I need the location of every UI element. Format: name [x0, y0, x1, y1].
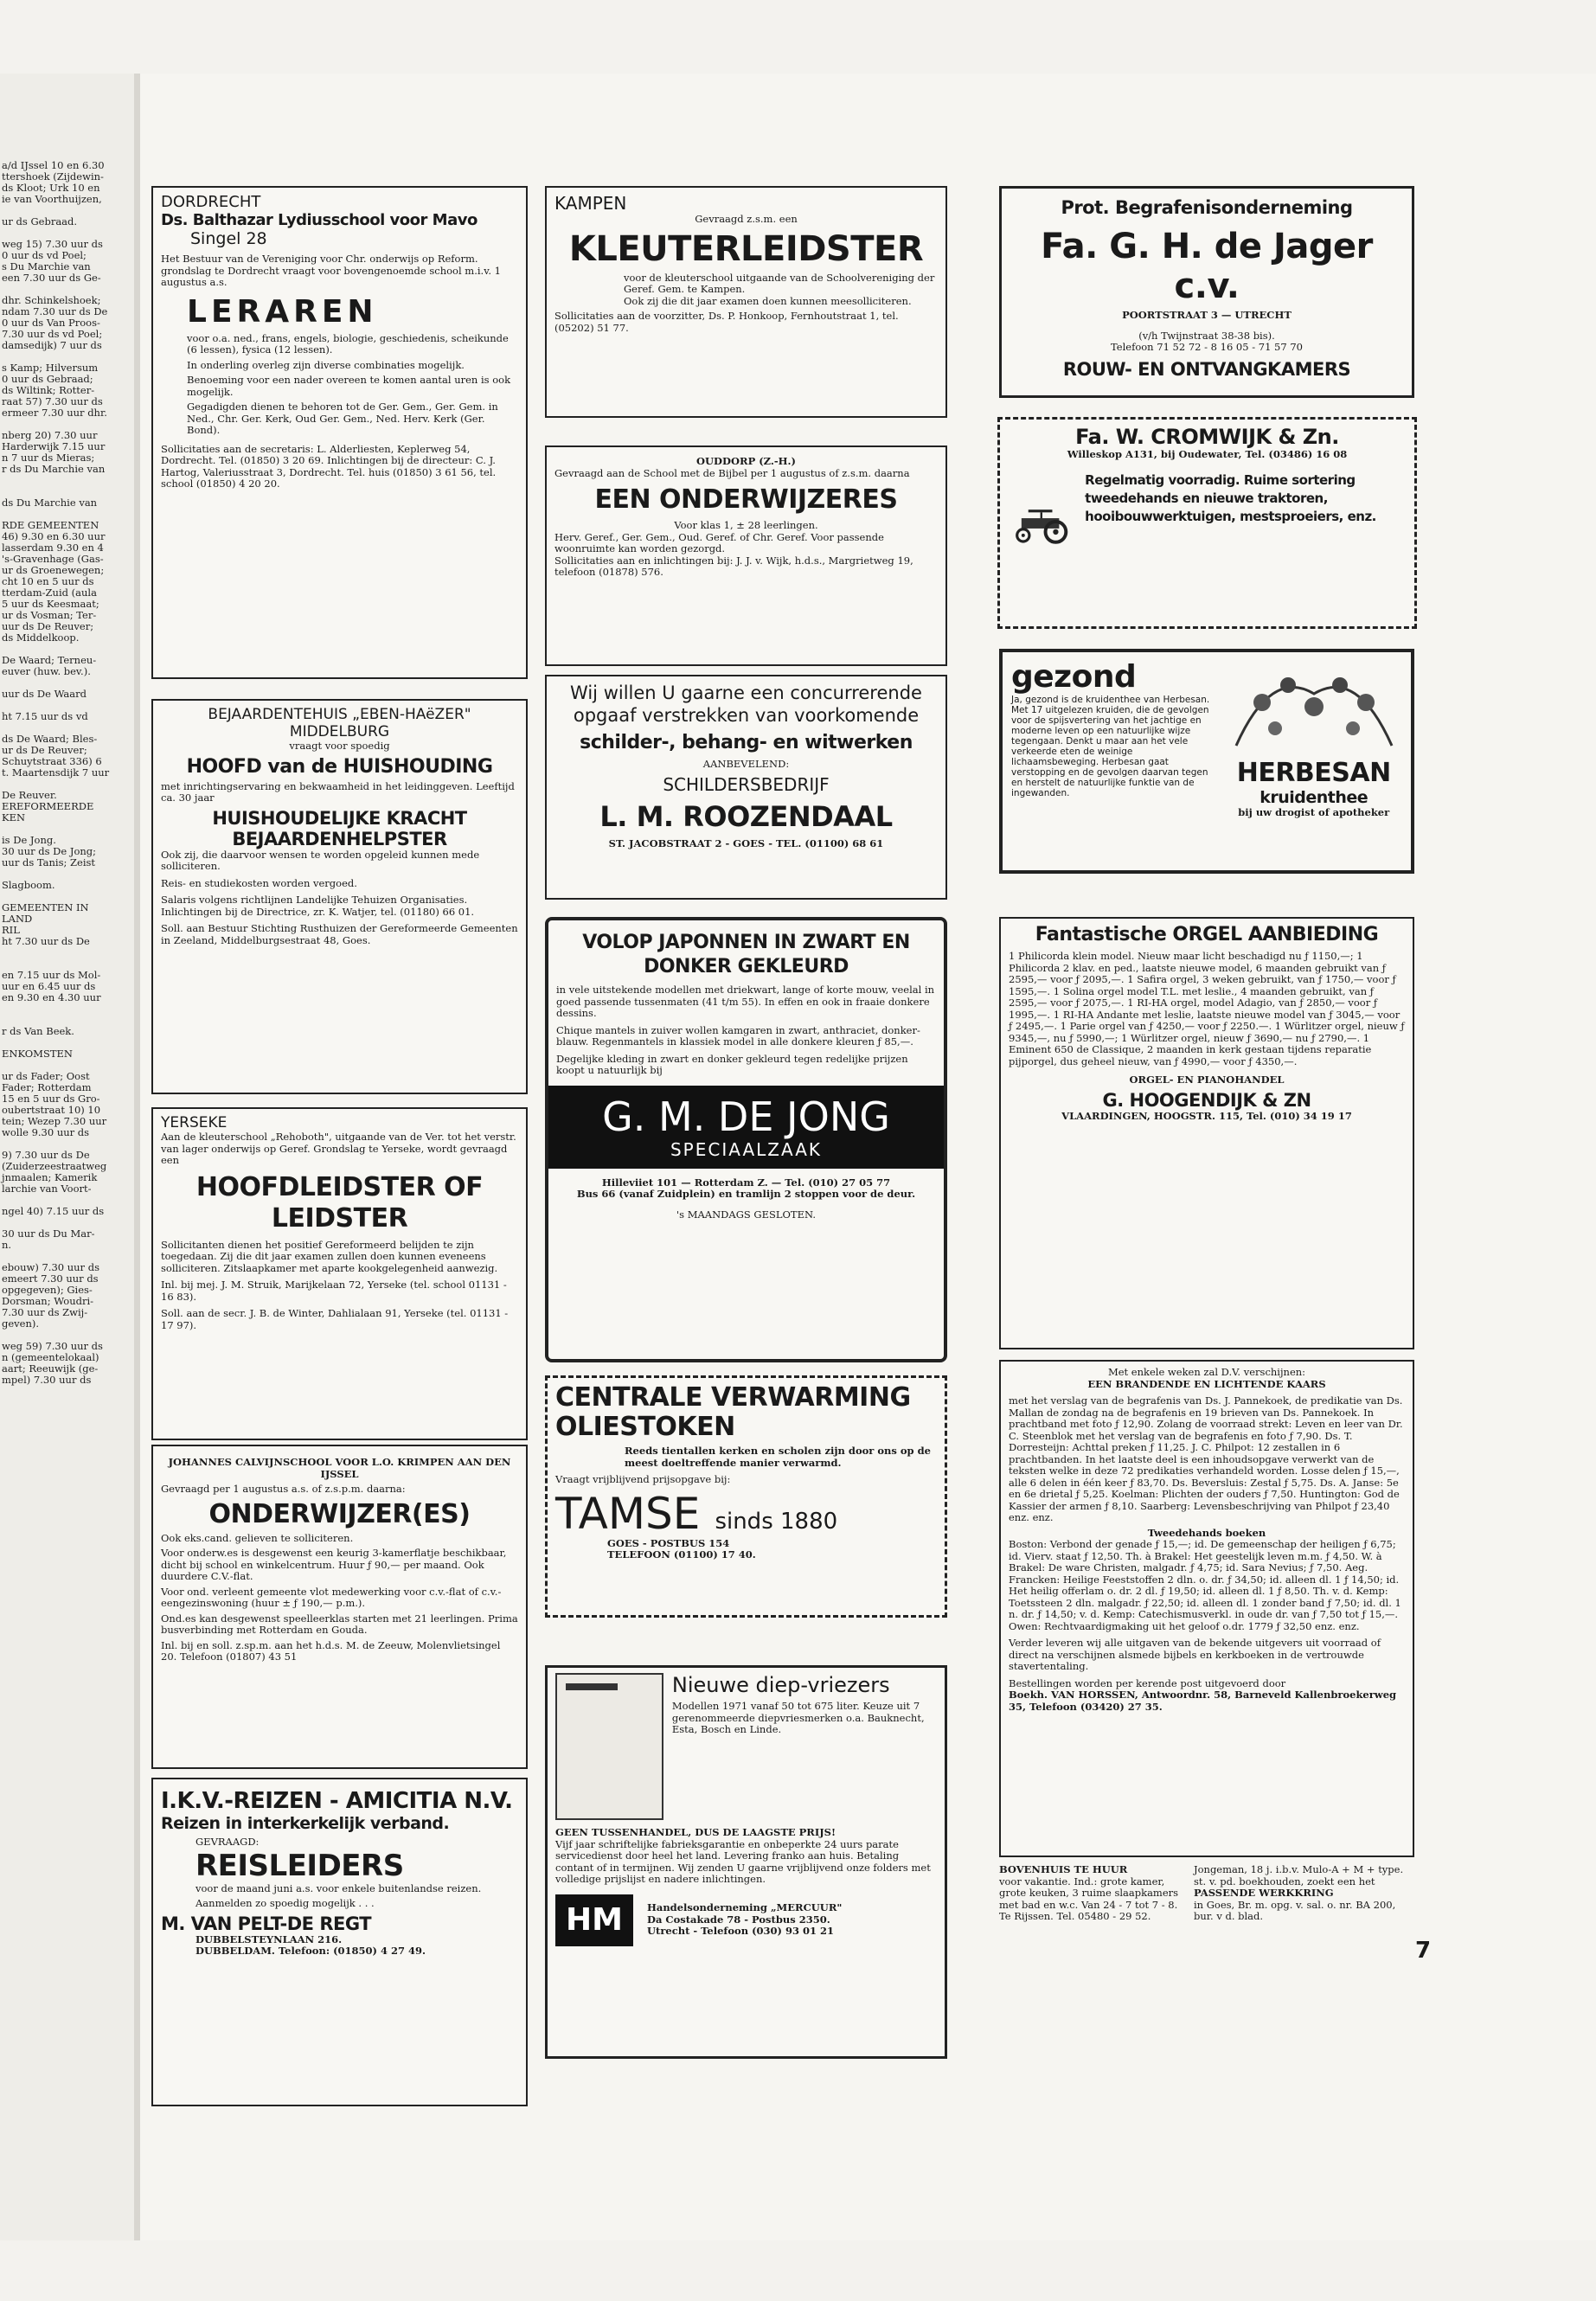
left-page-line: 's-Gravenhage (Gas-	[2, 553, 104, 565]
ad-klas: Voor klas 1, ± 28 leerlingen.	[674, 519, 818, 531]
ad-city: DORDRECHT	[161, 193, 261, 211]
left-page-line: ur ds Fader; Oost	[2, 1070, 90, 1082]
ad-cromwijk	[997, 417, 1417, 629]
left-page-line	[0, 947, 140, 958]
left-page-line: Slagboom.	[2, 879, 55, 891]
ad-tamse	[545, 1375, 947, 1618]
ad-de-jong	[545, 917, 947, 1362]
ad-roozendaal	[545, 675, 947, 900]
left-page-line: LAND	[2, 913, 33, 925]
left-page-line	[0, 475, 140, 486]
ad-product: kruidenthee	[1259, 788, 1368, 807]
ad-line-4: Ond.es kan desgewenst speelleerklas starten met 21 leerlingen. Prima busverbinding met Rotterdam en Gouda.	[161, 1612, 518, 1636]
ad-headline: gezond	[1011, 659, 1137, 695]
ad-body: 1 Philicorda klein model. Nieuw maar licht beschadigd nu ƒ 1150,—; 1 Philicorda 2 klav. en ped., laatste nieuwe model, 6 maanden gebruikt van ƒ 2595,— voor ƒ 2095,—. 1 Safira orgel, 3 weken gebruikt, van ƒ 1750,— voor ƒ 1595,—. 1 Solina orgel model T.L. met leslie., 4 maanden gebruikt, van ƒ 2595,— voor ƒ 2075,—. 1 RI-HA orgel, model Adagio, van ƒ 2850,— voor ƒ 1995,—. 1 RI-HA Andante met leslie, laatste nieuwe model van ƒ 3045,— voor ƒ 2495,—. 1 Parie orgel van ƒ 4250,— voor ƒ 2250.—. 1 Würlitzer orgel, nieuw ƒ 9345,—, nu ƒ 5990,—; 1 Würlitzer orgel, nieuw ƒ 3690,— nu ƒ 2790,—. 1 Eminent 650 de Classique, 2 maanden in kerk gestaan tijdens reparatie pijporgel, dus geheel nieuw, van ƒ 4990,— voor ƒ 4350,—.	[1009, 950, 1405, 1067]
ad-body-2: Boston: Verbond der genade ƒ 15,—; id. De gemeenschap der heiligen ƒ 6,75; id. Vierv. staat ƒ 12,50. Th. à Brakel: Het geestelijk leven m.m. ƒ 4,50. W. à Brakel: De ware Christen, malgadr. ƒ 4,75; id. Sara Nevius; ƒ 7,50. Aeg. Francken: Heilige Feeststoffen 2 dln. o. dr. ƒ 34,50; id. alleen dl. 1 ƒ 14,50; id. Het heilig offerlam o. dr. 2 dl. ƒ 19,50; id. alleen dl. 1 ƒ 8,50. Th. v. d. Kemp: Toetssteen 2 dln. malgadr. ƒ 22,50; id. alleen dl. 1 zonder band ƒ 7,50; id. dl. 1 n. dr. ƒ 14,50; v. d. Kemp: Catechismusverkl. in oude dr. van ƒ 7,50 tot ƒ 15,—. Owen: Rechtvaardigmaking uit het geloof o.dr. 1779 ƒ 32,50 enz. enz.	[1009, 1538, 1401, 1632]
ad-requirement-1: met inrichtingservaring en bekwaamheid in het leidinggeven. Leeftijd ca. 30 jaar	[161, 779, 515, 804]
left-page-line: ds Kloot; Urk 10 en	[2, 182, 100, 194]
ad-address: GOES - POSTBUS 154	[607, 1536, 730, 1549]
ad-company: Handelsonderneming „MERCUUR"	[647, 1901, 843, 1914]
left-page-line: ie van Voorthuijzen,	[2, 193, 102, 205]
ad-street: Singel 28	[190, 229, 267, 248]
ad-pre: Met enkele weken zal D.V. verschijnen:	[1107, 1366, 1306, 1378]
ad-intro: Gevraagd aan de School met de Bijbel per 1 augustus of z.s.m. daarna	[554, 466, 910, 479]
left-page-line: RIL	[2, 924, 20, 936]
left-page-line: t. Maartensdijk 7 uur	[2, 766, 110, 779]
left-page-line: 9) 7.30 uur ds De	[2, 1149, 90, 1161]
left-page-line: 30 uur ds De Jong;	[2, 845, 97, 857]
left-page-line: n.	[2, 1239, 12, 1251]
left-page-text	[0, 74, 140, 1386]
left-page-line: uur ds Tanis; Zeist	[2, 856, 96, 868]
left-page-line: ENKOMSTEN	[2, 1048, 73, 1060]
ad-pre: AANBEVELEND:	[702, 758, 790, 770]
ad-body: voor de maand juni a.s. voor enkele buitenlandse reizen.	[195, 1881, 482, 1894]
ad-yerseke	[151, 1107, 528, 1440]
left-page-line: ermeer 7.30 uur dhr.	[2, 407, 107, 419]
ad-intro: Het Bestuur van de Vereniging voor Chr. onderwijs op Reform. grondslag te Dordrecht vraagt voor bovengenoemde school m.i.v. 1 augustus a.s.	[161, 253, 501, 288]
left-page-line: emeert 7.30 uur ds	[2, 1272, 99, 1285]
ad-brand: G. M. DE JONG	[602, 1093, 890, 1140]
left-page-line: 0 uur ds Van Proos-	[2, 317, 100, 329]
ad-headline: EEN BRANDENDE EN LICHTENDE KAARS	[1087, 1377, 1326, 1390]
ad-pre: vraagt voor spoedig	[289, 740, 390, 752]
left-page-line: uur ds De Waard	[2, 688, 87, 700]
ad-church: Gegadigden dienen te behoren tot de Ger. Gem., Ger. Gem. in Ned., Chr. Ger. Kerk, Oud Ger. Gem., Ned. Herv. Kerk (Ger. Bond).	[187, 401, 498, 436]
ad-body: voor de kleuterschool uitgaande van de Schoolvereniging der Geref. Gem. te Kampen.	[624, 271, 935, 295]
left-page-line: uur en 6.45 uur ds	[2, 980, 96, 992]
herb-plant-illustration	[1227, 659, 1401, 754]
ad-de-jager	[999, 186, 1414, 398]
ad-company: SCHILDERSBEDRIJF	[663, 773, 830, 795]
left-page-line: r ds Du Marchie van	[2, 463, 106, 475]
classified-bovenhuis	[999, 1864, 1181, 1923]
left-page-line: 7.30 uur ds vd Poel;	[2, 328, 103, 340]
ad-text: Vijf jaar schriftelijke fabrieksgarantie en onbeperkte 24 uurs parate servicedienst door heel het land. Levering franko aan huis. Betaling contant of in termijnen. Wij zenden U gaarne vrijblijvend onze folders met volledige prijslijst en nadere inlichtingen.	[555, 1837, 931, 1885]
ad-address: ST. JACOBSTRAAT 2 - GOES - TEL. (01100) 68 61	[608, 836, 884, 849]
ad-line-3: Voor ond. verleent gemeente vlot medewerking voor c.v.-flat of c.v.-eengezinswoning (huur ± ƒ 190,— p.m.).	[161, 1585, 502, 1609]
left-page-line: aart; Reeuwijk (ge-	[2, 1362, 99, 1375]
ad-pre: GEVRAAGD:	[195, 1836, 260, 1848]
ad-closed: 's MAANDAGS GESLOTEN.	[676, 1208, 816, 1221]
left-page-line: 46) 9.30 en 6.30 uur	[2, 530, 106, 542]
ad-line-2: opgaaf verstrekken van voorkomende	[573, 705, 920, 726]
ad-headline: I.K.V.-REIZEN - AMICITIA N.V.	[161, 1788, 513, 1814]
ad-headline: schilder-, behang- en witwerken	[580, 732, 913, 753]
ad-title: Prot. Begrafenisonderneming	[1061, 197, 1353, 218]
ad-apply: Aanmelden zo spoedig mogelijk . . .	[195, 1897, 375, 1909]
left-page-line: oubertstraat 10) 10	[2, 1104, 101, 1116]
ad-headline-2: HUISHOUDELIJKE KRACHT	[212, 807, 467, 829]
ad-contact: Sollicitaties aan en inlichtingen bij: J. J. v. Wijk, h.d.s., Margrietweg 19, telefoon (01878) 576.	[554, 554, 913, 578]
brand-banner	[548, 1086, 944, 1169]
ad-headline: VOLOP JAPONNEN IN ZWART EN DONKER GEKLEURD	[582, 932, 910, 977]
left-page-line: geven).	[2, 1317, 40, 1330]
ad-intro: Aan de kleuterschool „Rehoboth", uitgaande van de Ver. tot het verstr. van lager onderwijs op Geref. Grondslag te Yerseke, wordt gevraagd een	[161, 1131, 516, 1166]
left-page-line: ds Middelkoop.	[2, 631, 80, 644]
left-page-line: wolle 9.30 uur ds	[2, 1126, 90, 1138]
ad-salary: Salaris volgens richtlijnen Landelijke Tehuizen Organisaties. Inlichtingen bij de Directrice, zr. K. Watjer, tel. (01180) 66 01.	[161, 894, 475, 918]
ad-paragraph-1: in vele uitstekende modellen met driekwart, lange of korte mouw, veelal in goed passende tussenmaten (41 t/m 55). In effen en ook in fraaie donkere dessins.	[556, 984, 935, 1019]
ad-school-name: Ds. Balthazar Lydiusschool voor Mavo	[161, 211, 478, 229]
ad-intro: Gevraagd per 1 augustus a.s. of z.s.p.m. daarna:	[161, 1483, 406, 1495]
left-page-line: 5 uur ds Keesmaat;	[2, 598, 99, 610]
ad-brand-sub: SPECIAALZAAK	[670, 1138, 823, 1160]
left-page-line: een 7.30 uur ds Ge-	[2, 272, 101, 284]
ad-sub: (v/h Twijnstraat 38-38 bis).	[1138, 329, 1275, 342]
ad-info: Inl. bij mej. J. M. Struik, Marijkelaan 72, Yerseke (tel. school 01131 - 16 83).	[161, 1279, 507, 1303]
ad-phone: Utrecht - Telefoon (030) 93 01 21	[647, 1925, 834, 1938]
left-page-line: is De Jong.	[2, 834, 56, 846]
ad-van-horssen	[999, 1360, 1414, 1857]
ad-bold: GEEN TUSSENHANDEL, DUS DE LAAGSTE PRIJS!	[555, 1826, 836, 1838]
tractor-illustration	[1008, 471, 1076, 575]
ad-line-1: Ook eks.cand. gelieven te solliciteren.	[161, 1531, 354, 1544]
ad-ouddorp	[545, 445, 947, 666]
left-page-line: uur ds De Reuver;	[2, 620, 94, 632]
left-page-line: tein; Wezep 7.30 uur	[2, 1115, 107, 1127]
ad-phone: TELEFOON (01100) 17 40.	[607, 1548, 756, 1561]
left-page-line: lasserdam 9.30 en 4	[2, 542, 104, 554]
left-page-line: Schuytstraat 336) 6	[2, 755, 102, 767]
left-page-line: Dorsman; Woudri-	[2, 1295, 94, 1307]
ad-paragraph-3: Degelijke kleding in zwart en donker gekleurd tegen redelijke prijzen koopt u natuurlijk bij	[556, 1052, 908, 1076]
ad-line-2: Voor onderw.es is desgewenst een keurig 3-kamerflatje beschikbaar, dicht bij school en winkelcentrum. Huur ƒ 90,— per maand. Ook duurdere C.V.-flat.	[161, 1547, 507, 1582]
ad-contact: Sollicitaties aan de secretaris: L. Alderliesten, Keplerweg 54, Dordrecht. Tel. (01850) 3 20 69. Inlichtingen bij de directeur: C. J. Hartog, Valeriusstraat 3, Dordrecht. Tel. huis (01850) 3 61 56, tel. school (01850) 4 20 20.	[161, 442, 497, 490]
ad-headline-1: HOOFD van de HUISHOUDING	[186, 755, 493, 778]
ad-body: Sollicitanten dienen het positief Gereformeerd belijden te zijn toegedaan. Zij die dit jaar examen zullen doen kunnen eveneens solliciteren. Zitslaapkamer met aparte kookgelegenheid aanwezig.	[161, 1238, 498, 1274]
ad-address: DUBBELSTEYNLAAN 216.	[195, 1932, 343, 1945]
left-page-line: mpel) 7.30 uur ds	[2, 1374, 92, 1386]
left-page-line: opgegeven); Gies-	[2, 1284, 93, 1296]
ad-footer: bij uw drogist of apotheker	[1238, 806, 1390, 818]
ad-full: Benoeming voor een nader overeen te komen aantal uren is ook mogelijk.	[187, 374, 511, 398]
ad-extra: Ook zij die dit jaar examen doen kunnen meesolliciteren.	[624, 294, 912, 307]
left-page-line: ds Du Marchie van	[2, 497, 98, 509]
ad-requirement-2: Ook zij, die daarvoor wensen te worden opgeleid kunnen mede solliciteren.	[161, 848, 480, 872]
ad-city: OUDDORP (Z.-H.)	[696, 455, 796, 467]
left-page-line: s Du Marchie van	[2, 260, 91, 272]
ad-brand: HERBESAN	[1236, 758, 1391, 788]
ad-address: VLAARDINGEN, HOOGSTR. 115, Tel. (010) 34 19 17	[1061, 1109, 1352, 1122]
left-page-line: raat 57) 7.30 uur ds	[2, 395, 103, 407]
left-page-line: cht 10 en 5 uur ds	[2, 575, 94, 587]
left-page-line: damsedijk) 7 uur ds	[2, 339, 102, 351]
ad-city: KAMPEN	[554, 193, 627, 214]
ad-eben-haezer	[151, 699, 528, 1094]
ad-city: YERSEKE	[161, 1114, 228, 1131]
ad-title: BEJAARDENTEHUIS „EBEN-HAëZER"	[208, 706, 471, 723]
ad-line-5: Inl. bij en soll. z.sp.m. aan het h.d.s. M. de Zeeuw, Molenvlietsingel 20. Telefoon (01807) 43 51	[161, 1638, 501, 1663]
ad-headline: CENTRALE VERWARMING OLIESTOKEN	[555, 1382, 911, 1442]
ad-travel: Reis- en studiekosten worden vergoed.	[161, 876, 357, 889]
ad-title: JOHANNES CALVIJNSCHOOL VOOR L.O. KRIMPEN AAN DEN IJSSEL	[168, 1456, 511, 1480]
left-page-line: (Zuiderzeestraatweg	[2, 1160, 107, 1172]
ad-headline: Nieuwe diep-vriezers	[671, 1673, 890, 1697]
left-page-line: s Kamp; Hilversum	[2, 362, 99, 374]
ad-body-3: Verder leveren wij alle uitgaven van de bekende uitgevers uit voorraad of direct na verschijnen alsmede bijbels en kerkboeken in de vertrouwde stavertentaling.	[1009, 1637, 1381, 1672]
classified-title: BOVENHUIS TE HUUR	[999, 1863, 1128, 1875]
ad-address: Willeskop A131, bij Oudewater, Tel. (03486) 16 08	[1067, 448, 1348, 460]
ad-body: met het verslag van de begrafenis van Ds. J. Pannekoek, de predikatie van Ds. Mallan de zondag na de begrafenis en 19 brieven van Ds. Pannekoek. In prachtband met foto ƒ 12,90. Zolang de voorraad strekt: Leven en leer van Dr. C. Steenblok met het verslag van de begrafenis en foto ƒ 7,90. Ds. T. Dorresteijn: Achttal preken ƒ 11,25. J. C. Philpot: 12 zestallen in 6 prachtbanden. In het laatste deel is een inhoudsopgave verwerkt van de teksten welke in deze 72 predikaties verhandeld worden. Losse delen ƒ 15,—, alle 6 delen in één keer ƒ 83,70. Ds. Beversluis: Zestal ƒ 5,75. Ds. A. Janse: 5e en 6e drietal ƒ 5,25. Koelman: Plichten der ouders ƒ 7,50. Huntington: God de Kassier der armen ƒ 8,10. Saarberg: Levensbeschrijving van Philpot ƒ 23,40 enz. enz.	[1009, 1394, 1403, 1523]
ad-name: L. M. ROOZENDAAL	[599, 799, 893, 833]
left-page-line: n 7 uur ds Mieras;	[2, 452, 95, 464]
ad-footer: ROUW- EN ONTVANGKAMERS	[1062, 358, 1351, 380]
page-number: 7	[1415, 1938, 1432, 1964]
left-page-line: larchie van Voort-	[2, 1183, 92, 1195]
left-page-line: tterdam-Zuid (aula	[2, 586, 97, 599]
left-page-line: 30 uur ds Du Mar-	[2, 1227, 95, 1240]
ad-body-4: Bestellingen worden per kerende post uitgevoerd door	[1009, 1676, 1286, 1689]
ad-sub: Reizen in interkerkelijk verband.	[161, 1814, 450, 1833]
left-page-line: EREFORMEERDE	[2, 800, 94, 812]
left-page-line: ds De Waard; Bles-	[2, 733, 98, 745]
left-page-line: ngel 40) 7.15 uur ds	[2, 1205, 105, 1217]
ad-headline: LERAREN	[187, 293, 378, 330]
left-page-line: 0 uur ds vd Poel;	[2, 249, 87, 261]
left-page-line: ebouw) 7.30 uur ds	[2, 1261, 99, 1273]
scan-background-bottom	[0, 2240, 1596, 2301]
left-page-line: ur ds Groenewegen;	[2, 564, 105, 576]
ad-dordrecht	[151, 186, 528, 679]
left-page-line: ndam 7.30 uur ds De	[2, 305, 108, 317]
ad-herbesan	[999, 649, 1414, 874]
ad-phone: DUBBELDAM. Telefoon: (01850) 4 27 49.	[195, 1945, 426, 1957]
ad-phone: Telefoon 71 52 72 - 8 16 05 - 71 57 70	[1111, 341, 1303, 353]
ad-headline-3: BEJAARDENHELPSTER	[232, 828, 447, 849]
ad-headline: EEN ONDERWIJZERES	[594, 484, 898, 515]
ad-headline: Fantastische ORGEL AANBIEDING	[1035, 924, 1379, 945]
classified-bold: PASSENDE WERKKRING	[1194, 1887, 1334, 1899]
left-page-line: ur ds De Reuver;	[2, 744, 87, 756]
ad-address: Hilleviiet 101 — Rotterdam Z. — Tel. (010) 27 05 77	[601, 1176, 891, 1189]
ad-address: POORTSTRAAT 3 — UTRECHT	[1122, 309, 1292, 321]
ad-bus: Bus 66 (vanaf Zuidplein) en tramlijn 2 stoppen voor de deur.	[576, 1188, 916, 1200]
ad-company-name: Fa. G. H. de Jager c.v.	[1041, 227, 1373, 306]
left-page-line: dhr. Schinkelshoek;	[2, 294, 101, 306]
ad-name: M. VAN PELT-DE REGT	[161, 1913, 372, 1934]
left-page-line: weg 15) 7.30 uur ds	[2, 238, 103, 250]
left-page-line: jnmaalen; Kamerik	[2, 1171, 98, 1183]
ad-kampen	[545, 186, 947, 418]
left-page-line: ur ds Vosman; Ter-	[2, 609, 97, 621]
left-page-line: ttershoek (Zijdewin-	[2, 170, 104, 183]
left-page-line: ht 7.15 uur ds vd	[2, 710, 88, 722]
ad-paragraph-2: Chique mantels in zuiver wollen kamgaren in zwart, anthraciet, donker-blauw. Regenmantels in klassiek model in alle donkere kleuren ƒ 85,—.	[556, 1023, 920, 1048]
ad-since: sinds 1880	[715, 1508, 838, 1535]
ad-headline: HOOFDLEIDSTER OF LEIDSTER	[195, 1171, 484, 1234]
ad-body: Ja, gezond is de kruidenthee van Herbesan. Met 17 uitgelezen kruiden, die de gevolgen voor de spijsvertering van het jachtige en moderne leven op een natuurlijke wijze tegengaan. Denkt u maar aan het vele verkeerde eten de weinige lichaamsbeweging. Herbesan gaat verstopping en de gevolgen daarvan tegen en herstelt de natuurlijke funktie van de ingewanden.	[1011, 695, 1210, 798]
mercuur-logo: HM	[555, 1894, 633, 1946]
ad-headline: KLEUTERLEIDSTER	[568, 228, 924, 269]
ad-subhead: Tweedehands boeken	[1147, 1526, 1266, 1539]
freezer-illustration	[555, 1673, 663, 1820]
ad-amicitia	[151, 1778, 528, 2106]
ad-text: Regelmatig voorradig. Ruime sortering tweedehands en nieuwe traktoren, hooibouwwerktuigen, mestsproeiers, enz.	[1085, 471, 1376, 524]
ad-name: G. HOOGENDIJK & ZN	[1102, 1089, 1311, 1111]
left-page-line: De Waard; Terneu-	[2, 654, 97, 666]
ad-pre: Vraagt vrijblijvend prijsopgave bij:	[555, 1473, 731, 1485]
ad-contact: Soll. aan de secr. J. B. de Winter, Dahlialaan 91, Yerseke (tel. 01131 - 17 97).	[161, 1307, 509, 1331]
left-page-line: n (gemeentelokaal)	[2, 1351, 99, 1363]
classified-body: Jongeman, 18 j. i.b.v. Mulo-A + M + type. st. v. pd. boekhouden, zoekt een het	[1194, 1863, 1404, 1888]
ad-contact: Soll. aan Bestuur Stichting Rusthuizen der Gereformeerde Gemeenten in Zeeland, Middelburgsestraat 48, Goes.	[161, 922, 518, 946]
left-page-line: en 7.15 uur ds Mol-	[2, 969, 101, 981]
left-page-line: RDE GEMEENTEN	[2, 519, 99, 531]
left-page-line: ds Wiltink; Rotter-	[2, 384, 95, 396]
ad-brand: TAMSE	[555, 1488, 701, 1539]
ad-body: Reeds tientallen kerken en scholen zijn door ons op de meest doeltreffende manier verwarmd.	[625, 1445, 931, 1469]
left-page-line: De Reuver.	[2, 789, 57, 801]
left-page-line: r ds Van Beek.	[2, 1025, 74, 1037]
ad-body: Modellen 1971 vanaf 50 tot 675 liter. Keuze uit 7 gerenommeerde diepvriesmerken o.a. Bauknecht, Esta, Bosch en Linde.	[671, 1700, 925, 1735]
left-page-line: ht 7.30 uur ds De	[2, 935, 90, 947]
ad-subjects: voor o.a. ned., frans, engels, biologie, geschiedenis, scheikunde (6 lessen), fysica (12 lessen).	[187, 331, 509, 356]
ad-company-name: Fa. W. CROMWIJK & Zn.	[1075, 425, 1339, 449]
ad-address: Da Costakade 78 - Postbus 2350.	[647, 1913, 830, 1926]
classified-body-2: in Goes, Br. m. opg. v. sal. o. nr. BA 200, bur. v d. blad.	[1194, 1898, 1396, 1922]
ad-headline: ONDERWIJZER(ES)	[208, 1498, 471, 1529]
left-page-line: 7.30 uur ds Zwij-	[2, 1306, 88, 1318]
ad-line-1: Wij willen U gaarne een concurrerende	[570, 683, 922, 703]
ad-contact: Sollicitaties aan de voorzitter, Ds. P. Honkoop, Fernhoutstraat 1, tel. (05202) 51 77.	[554, 310, 899, 334]
left-page-line: a/d IJssel 10 en 6.30	[2, 159, 105, 171]
left-page-line: 0 uur ds Gebraad;	[2, 373, 93, 385]
ad-church: Herv. Geref., Ger. Gem., Oud. Geref. of Chr. Geref. Voor passende woonruimte kan worden gezorgd.	[554, 530, 884, 554]
ad-pre: Gevraagd z.s.m. een	[695, 213, 798, 225]
left-page-line: 15 en 5 uur ds Gro-	[2, 1093, 100, 1105]
left-page-fragment	[0, 74, 140, 2240]
ad-headline-2: REISLEIDERS	[195, 1848, 404, 1883]
left-page-line	[0, 1003, 140, 1015]
ad-mercuur	[545, 1665, 947, 2059]
left-page-line: Fader; Rotterdam	[2, 1081, 92, 1093]
ad-calvijnschool	[151, 1445, 528, 1769]
left-page-line: euver (huw. bev.).	[2, 665, 91, 677]
left-page-line: weg 59) 7.30 uur ds	[2, 1340, 103, 1352]
ad-pre: ORGEL- EN PIANOHANDEL	[1129, 1074, 1285, 1086]
left-page-line: ur ds Gebraad.	[2, 215, 78, 228]
ad-combos: In onderling overleg zijn diverse combinaties mogelijk.	[187, 358, 465, 371]
left-page-line: en 9.30 en 4.30 uur	[2, 991, 101, 1003]
ad-contact: Boekh. VAN HORSSEN, Antwoordnr. 58, Barneveld Kallenbroekerweg 35, Telefoon (03420) 27 35.	[1009, 1689, 1397, 1713]
left-page-line: Harderwijk 7.15 uur	[2, 440, 106, 452]
left-page-line: GEMEENTEN IN	[2, 901, 89, 913]
scan-background-top	[0, 0, 1596, 74]
left-page-line: nberg 20) 7.30 uur	[2, 429, 98, 441]
ad-city: MIDDELBURG	[289, 723, 390, 740]
left-page-line: KEN	[2, 811, 26, 824]
classified-jongeman	[1194, 1864, 1414, 1923]
classified-body: voor vakantie. Ind.: grote kamer, grote keuken, 3 ruime slaapkamers met bad en w.c. Van 24 - 7 tot 7 - 8. Te Rijssen. Tel. 05480 - 29 52.	[999, 1875, 1179, 1922]
ad-hoogendijk	[999, 917, 1414, 1349]
